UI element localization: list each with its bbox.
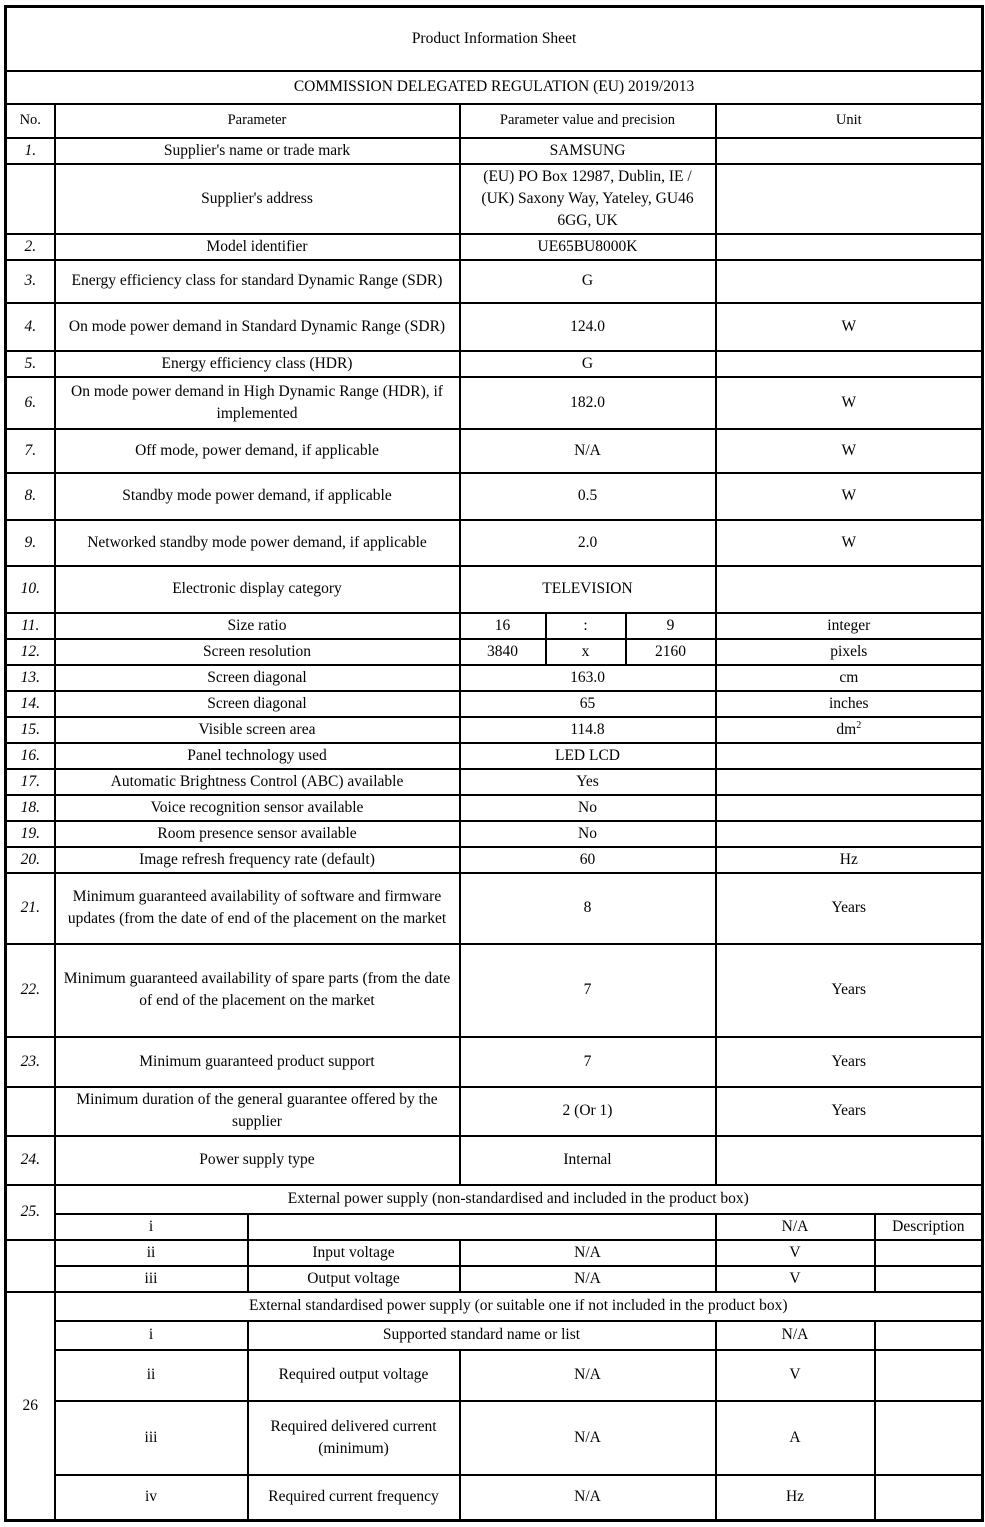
table-row: [6, 377, 983, 429]
parameter-value: SAMSUNG: [460, 138, 716, 164]
parameter-label: Room presence sensor available: [55, 821, 460, 847]
page-title: Product Information Sheet: [6, 7, 983, 71]
unit-label: W: [716, 429, 983, 473]
parameter-value: 8: [460, 873, 716, 944]
row-number: 16.: [6, 743, 55, 769]
unit-label: Years: [716, 1087, 983, 1136]
parameter-value-right: 9: [626, 613, 716, 639]
section25-header-row: [6, 1185, 983, 1214]
parameter-value: N/A: [460, 1266, 716, 1292]
unit-label: Hz: [716, 847, 983, 873]
unit-label: W: [716, 473, 983, 520]
row-number: 8.: [6, 473, 55, 520]
parameter-label: Electronic display category: [55, 566, 460, 613]
table-row: [6, 944, 983, 1037]
unit-label: integer: [716, 613, 983, 639]
unit-label: [716, 566, 983, 613]
parameter-value: N/A: [460, 1350, 716, 1401]
parameter-label: Standby mode power demand, if applicable: [55, 473, 460, 520]
row-number: 4.: [6, 303, 55, 351]
sub-row-index: iv: [55, 1475, 248, 1521]
parameter-value: 7: [460, 944, 716, 1037]
section25-header: External power supply (non-standardised and included in the product box): [55, 1185, 983, 1214]
table-row: [6, 795, 983, 821]
row-number: 14.: [6, 691, 55, 717]
parameter-value: 0.5: [460, 473, 716, 520]
unit-label: [716, 769, 983, 795]
unit-label: Years: [716, 944, 983, 1037]
sub-row-index: ii: [55, 1350, 248, 1401]
unit-label: [716, 138, 983, 164]
table-row: [6, 691, 983, 717]
unit-label: inches: [716, 691, 983, 717]
parameter-label: Off mode, power demand, if applicable: [55, 429, 460, 473]
unit-label: [716, 1136, 983, 1185]
sub-row-index: ii: [55, 1240, 248, 1266]
unit-label: V: [716, 1350, 875, 1401]
table-row: [6, 473, 983, 520]
row-number: 6.: [6, 377, 55, 429]
table-row: [6, 303, 983, 351]
table-row: [6, 1475, 983, 1521]
table-row: [6, 1087, 983, 1136]
parameter-label: Output voltage: [248, 1266, 460, 1292]
parameter-label: Supplier's address: [55, 164, 460, 234]
parameter-label: Screen diagonal: [55, 665, 460, 691]
parameter-value-separator: :: [546, 613, 626, 639]
unit-label: [716, 717, 983, 743]
table-row: [6, 1240, 983, 1266]
unit-label: V: [716, 1266, 875, 1292]
parameter-value: 65: [460, 691, 716, 717]
parameter-label: Minimum guaranteed availability of spare parts (from the date of end of the placement on the market: [55, 944, 460, 1037]
row-number: 2.: [6, 234, 55, 260]
parameter-value: LED LCD: [460, 743, 716, 769]
row-number: 5.: [6, 351, 55, 377]
row-number: 7.: [6, 429, 55, 473]
unit-label: W: [716, 520, 983, 566]
row-number: 22.: [6, 944, 55, 1037]
parameter-value: 7: [460, 1037, 716, 1087]
sub-row-index: i: [55, 1214, 248, 1240]
row-number: 18.: [6, 795, 55, 821]
table-row: [6, 847, 983, 873]
parameter-label: Required output voltage: [248, 1350, 460, 1401]
table-row: [6, 1266, 983, 1292]
table-row: [6, 429, 983, 473]
parameter-label: On mode power demand in Standard Dynamic Range (SDR): [55, 303, 460, 351]
table-row: [6, 1321, 983, 1350]
table-row: [6, 234, 983, 260]
parameter-value: 124.0: [460, 303, 716, 351]
parameter-label: Image refresh frequency rate (default): [55, 847, 460, 873]
section26-header: External standardised power supply (or suitable one if not included in the product box): [55, 1292, 983, 1321]
description-cell: [875, 1321, 983, 1350]
parameter-label: Supplier's name or trade mark: [55, 138, 460, 164]
table-row: [6, 260, 983, 303]
sub-row-index: iii: [55, 1401, 248, 1475]
description-header: Description: [875, 1214, 983, 1240]
table-row: [6, 520, 983, 566]
product-information-table: [4, 5, 984, 1522]
table-row: [6, 1037, 983, 1087]
col-header-unit: Unit: [716, 104, 983, 138]
unit-label: [716, 821, 983, 847]
parameter-value: 114.8: [460, 717, 716, 743]
parameter-value: N/A: [460, 1475, 716, 1521]
row-number: [6, 164, 55, 234]
parameter-value: G: [460, 351, 716, 377]
table-row: [6, 1136, 983, 1185]
table-row: [6, 566, 983, 613]
parameter-value: 182.0: [460, 377, 716, 429]
parameter-label: Screen diagonal: [55, 691, 460, 717]
parameter-label: Power supply type: [55, 1136, 460, 1185]
unit-label: [716, 795, 983, 821]
parameter-label: Minimum guaranteed availability of software and firmware updates (from the date of end of the placement on the market: [55, 873, 460, 944]
parameter-label: Energy efficiency class for standard Dynamic Range (SDR): [55, 260, 460, 303]
table-row: [6, 1350, 983, 1401]
sub-row-index: iii: [55, 1266, 248, 1292]
parameter-value-left: 3840: [460, 639, 546, 665]
table-row: [6, 821, 983, 847]
row-number: 20.: [6, 847, 55, 873]
parameter-label: Input voltage: [248, 1240, 460, 1266]
table-row: [6, 1214, 983, 1240]
parameter-value: Internal: [460, 1136, 716, 1185]
unit-label: pixels: [716, 639, 983, 665]
section26-header-row: [6, 1292, 983, 1321]
row-number: 1.: [6, 138, 55, 164]
unit-superscript: 2: [856, 719, 862, 731]
parameter-value: G: [460, 260, 716, 303]
description-cell: [875, 1266, 983, 1292]
table-row: [6, 717, 983, 743]
row-number: [6, 1240, 55, 1292]
parameter-label: Supported standard name or list: [248, 1321, 716, 1350]
unit-label: W: [716, 303, 983, 351]
row-number: [6, 1087, 55, 1136]
description-cell: [875, 1401, 983, 1475]
table-row: [6, 873, 983, 944]
col-header-parameter: Parameter: [55, 104, 460, 138]
parameter-label: Voice recognition sensor available: [55, 795, 460, 821]
description-cell: [875, 1350, 983, 1401]
parameter-label: Required delivered current (minimum): [248, 1401, 460, 1475]
parameter-value: 163.0: [460, 665, 716, 691]
table-row: [6, 164, 983, 234]
parameter-value-left: 16: [460, 613, 546, 639]
parameter-label: Minimum guaranteed product support: [55, 1037, 460, 1087]
parameter-label: Size ratio: [55, 613, 460, 639]
unit-label: [716, 164, 983, 234]
table-row: [6, 1401, 983, 1475]
parameter-label: Screen resolution: [55, 639, 460, 665]
table-row: [6, 743, 983, 769]
unit-label: V: [716, 1240, 875, 1266]
row-number: 21.: [6, 873, 55, 944]
unit-label: cm: [716, 665, 983, 691]
parameter-value-right: 2160: [626, 639, 716, 665]
unit-text: dm: [836, 720, 857, 738]
parameter-value: N/A: [460, 429, 716, 473]
unit-label: [716, 234, 983, 260]
parameter-label: [248, 1214, 716, 1240]
parameter-value: 2 (Or 1): [460, 1087, 716, 1136]
table-row: [6, 769, 983, 795]
row-number: 25.: [6, 1185, 55, 1240]
description-cell: [875, 1240, 983, 1266]
row-number: 17.: [6, 769, 55, 795]
unit-label: Years: [716, 873, 983, 944]
parameter-label: Energy efficiency class (HDR): [55, 351, 460, 377]
parameter-label: Automatic Brightness Control (ABC) available: [55, 769, 460, 795]
unit-label: [716, 351, 983, 377]
sub-row-index: i: [55, 1321, 248, 1350]
parameter-value: No: [460, 821, 716, 847]
table-row: [6, 351, 983, 377]
row-number: 19.: [6, 821, 55, 847]
description-cell: [875, 1475, 983, 1521]
unit-label: Hz: [716, 1475, 875, 1521]
col-header-value: Parameter value and precision: [460, 104, 716, 138]
regulation-subtitle: COMMISSION DELEGATED REGULATION (EU) 2019/2013: [6, 71, 983, 104]
parameter-label: Visible screen area: [55, 717, 460, 743]
row-number: 9.: [6, 520, 55, 566]
parameter-value: N/A: [460, 1401, 716, 1475]
parameter-label: Minimum duration of the general guarantee offered by the supplier: [55, 1087, 460, 1136]
parameter-label: Model identifier: [55, 234, 460, 260]
parameter-label: Required current frequency: [248, 1475, 460, 1521]
parameter-value: N/A: [716, 1214, 875, 1240]
parameter-label: On mode power demand in High Dynamic Range (HDR), if implemented: [55, 377, 460, 429]
row-number: 10.: [6, 566, 55, 613]
row-number: 3.: [6, 260, 55, 303]
parameter-value: (EU) PO Box 12987, Dublin, IE / (UK) Saxony Way, Yateley, GU46 6GG, UK: [460, 164, 716, 234]
table-row: [6, 665, 983, 691]
parameter-value: UE65BU8000K: [460, 234, 716, 260]
parameter-value: Yes: [460, 769, 716, 795]
table-row: [6, 613, 983, 639]
unit-label: [716, 260, 983, 303]
row-number: 12.: [6, 639, 55, 665]
row-number: 13.: [6, 665, 55, 691]
parameter-label: Networked standby mode power demand, if applicable: [55, 520, 460, 566]
row-number: 26: [6, 1292, 55, 1521]
table-row: [6, 138, 983, 164]
unit-label: W: [716, 377, 983, 429]
unit-label: [716, 743, 983, 769]
unit-label: Years: [716, 1037, 983, 1087]
row-number: 11.: [6, 613, 55, 639]
parameter-value: TELEVISION: [460, 566, 716, 613]
table-row: [6, 639, 983, 665]
parameter-value: 60: [460, 847, 716, 873]
row-number: 15.: [6, 717, 55, 743]
row-number: 23.: [6, 1037, 55, 1087]
unit-label: A: [716, 1401, 875, 1475]
parameter-value-separator: x: [546, 639, 626, 665]
parameter-value: N/A: [460, 1240, 716, 1266]
row-number: 24.: [6, 1136, 55, 1185]
parameter-value: 2.0: [460, 520, 716, 566]
parameter-label: Panel technology used: [55, 743, 460, 769]
parameter-value: N/A: [716, 1321, 875, 1350]
col-header-no: No.: [6, 104, 55, 138]
parameter-value: No: [460, 795, 716, 821]
